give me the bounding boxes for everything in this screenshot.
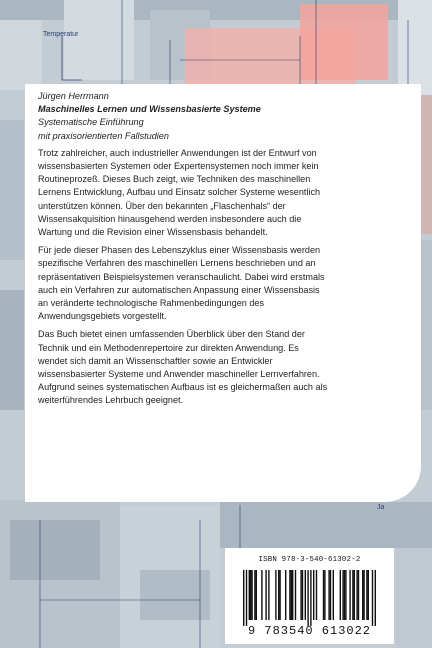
book-subtitle-line-1: Systematische Einführung (38, 117, 144, 128)
barcode-bar (275, 570, 276, 620)
barcode-bar (344, 570, 345, 620)
barcode-bar (356, 570, 357, 620)
barcode-bar (316, 570, 317, 620)
barcode-bar (291, 570, 292, 620)
barcode-bar (249, 570, 250, 620)
barcode-bar (324, 570, 325, 620)
barcode-bar (340, 570, 341, 620)
barcode-bar (366, 570, 367, 620)
isbn-barcode (225, 548, 394, 644)
barcode-bar (328, 570, 329, 620)
barcode-bar (279, 570, 280, 620)
book-subtitle-line-2: mit praxisorientierten Fallstudien (38, 130, 169, 141)
barcode-bar (256, 570, 257, 620)
barcode-bar (305, 570, 306, 620)
barcode-bar (246, 570, 247, 626)
barcode-bar (300, 570, 301, 620)
ean-number: 9 783540 613022 (247, 624, 372, 638)
back-cover-blurb (38, 90, 328, 413)
description-paragraph: Für jede dieser Phasen des Lebenszyklus einer Wissensbasis werden spezifische Verfahren des maschinellen Lernens beschrieben und an repräsentativen Beispielsystemen veranschaulicht. Dabei wird erstmals auch ein Verfahren zur automatischen Anpassung einer Wissensbasis an veränderte technologische Rahmenbedingungen des Anwendungsgebiets vorgestellt. (38, 245, 325, 322)
barcode-bar (265, 570, 266, 620)
barcode-bar (261, 570, 262, 620)
barcode-bar (352, 570, 353, 620)
barcode-bar (313, 570, 314, 620)
description-paragraph: Das Buch bietet einen umfassenden Überblick über den Stand der Technik und ein Methodenrepertoire zur direkten Anwendung. Es wendet sich damit an Wissenschaftler sowie an Entwickler wissensbasierter Systeme und Anwender maschineller Lernverfahren. Aufgrund seines systematischen Aufbaus ist es gleichermaßen auch als weiterführendes Lehrbuch geeignet. (38, 329, 328, 406)
bg-label-ja: Ja (377, 504, 385, 511)
barcode-bar (289, 570, 290, 620)
barcode-bar (368, 570, 369, 620)
barcode-bars (239, 570, 380, 626)
barcode-bar (345, 570, 346, 620)
barcode-bar (362, 570, 363, 620)
barcode-bar (333, 570, 334, 620)
barcode-bar (375, 570, 376, 626)
barcode-bar (354, 570, 355, 620)
isbn-label: ISBN 978-3-540-61302-2 (258, 556, 361, 564)
barcode-bar (285, 570, 286, 620)
barcode-bar (349, 570, 350, 620)
description (38, 147, 328, 408)
barcode-bar (358, 570, 359, 620)
barcode-bar (295, 570, 296, 620)
barcode-bar (372, 570, 373, 626)
bg-label-temperatur: Temperatur (43, 31, 79, 38)
barcode-bar (292, 570, 293, 620)
description-paragraph: Trotz zahlreicher, auch industrieller Anwendungen ist der Entwurf von wissensbasierten Systemen oder Expertensystemen noch immer kein Routineprozeß. Dieses Buch zeigt, wie Techniken des maschinellen Lernens Entwicklung, Aufbau und Einsatz solcher Systeme wesentlich unterstützen können. Über den bekannten „Flaschenhals“ der Wissensakquisition hinausgehend werden insbesondere auch die Wartung und die Revision einer Wissensbasis behandelt. (38, 147, 321, 238)
book-title: Maschinelles Lernen und Wissensbasierte Systeme (38, 104, 261, 115)
barcode-bar (310, 570, 311, 626)
barcode-bar (254, 570, 255, 620)
barcode-bar (342, 570, 343, 620)
barcode-bar (302, 570, 303, 620)
book-meta (38, 90, 328, 143)
barcode-bar (278, 570, 279, 620)
barcode-bar (251, 570, 252, 620)
barcode-bar (307, 570, 308, 626)
barcode-bar (330, 570, 331, 620)
barcode-bar (268, 570, 269, 620)
barcode-bar (250, 570, 251, 620)
author-name: Jürgen Herrmann (38, 91, 109, 101)
barcode-bar (363, 570, 364, 620)
barcode-bar (243, 570, 244, 626)
barcode-bar (323, 570, 324, 620)
